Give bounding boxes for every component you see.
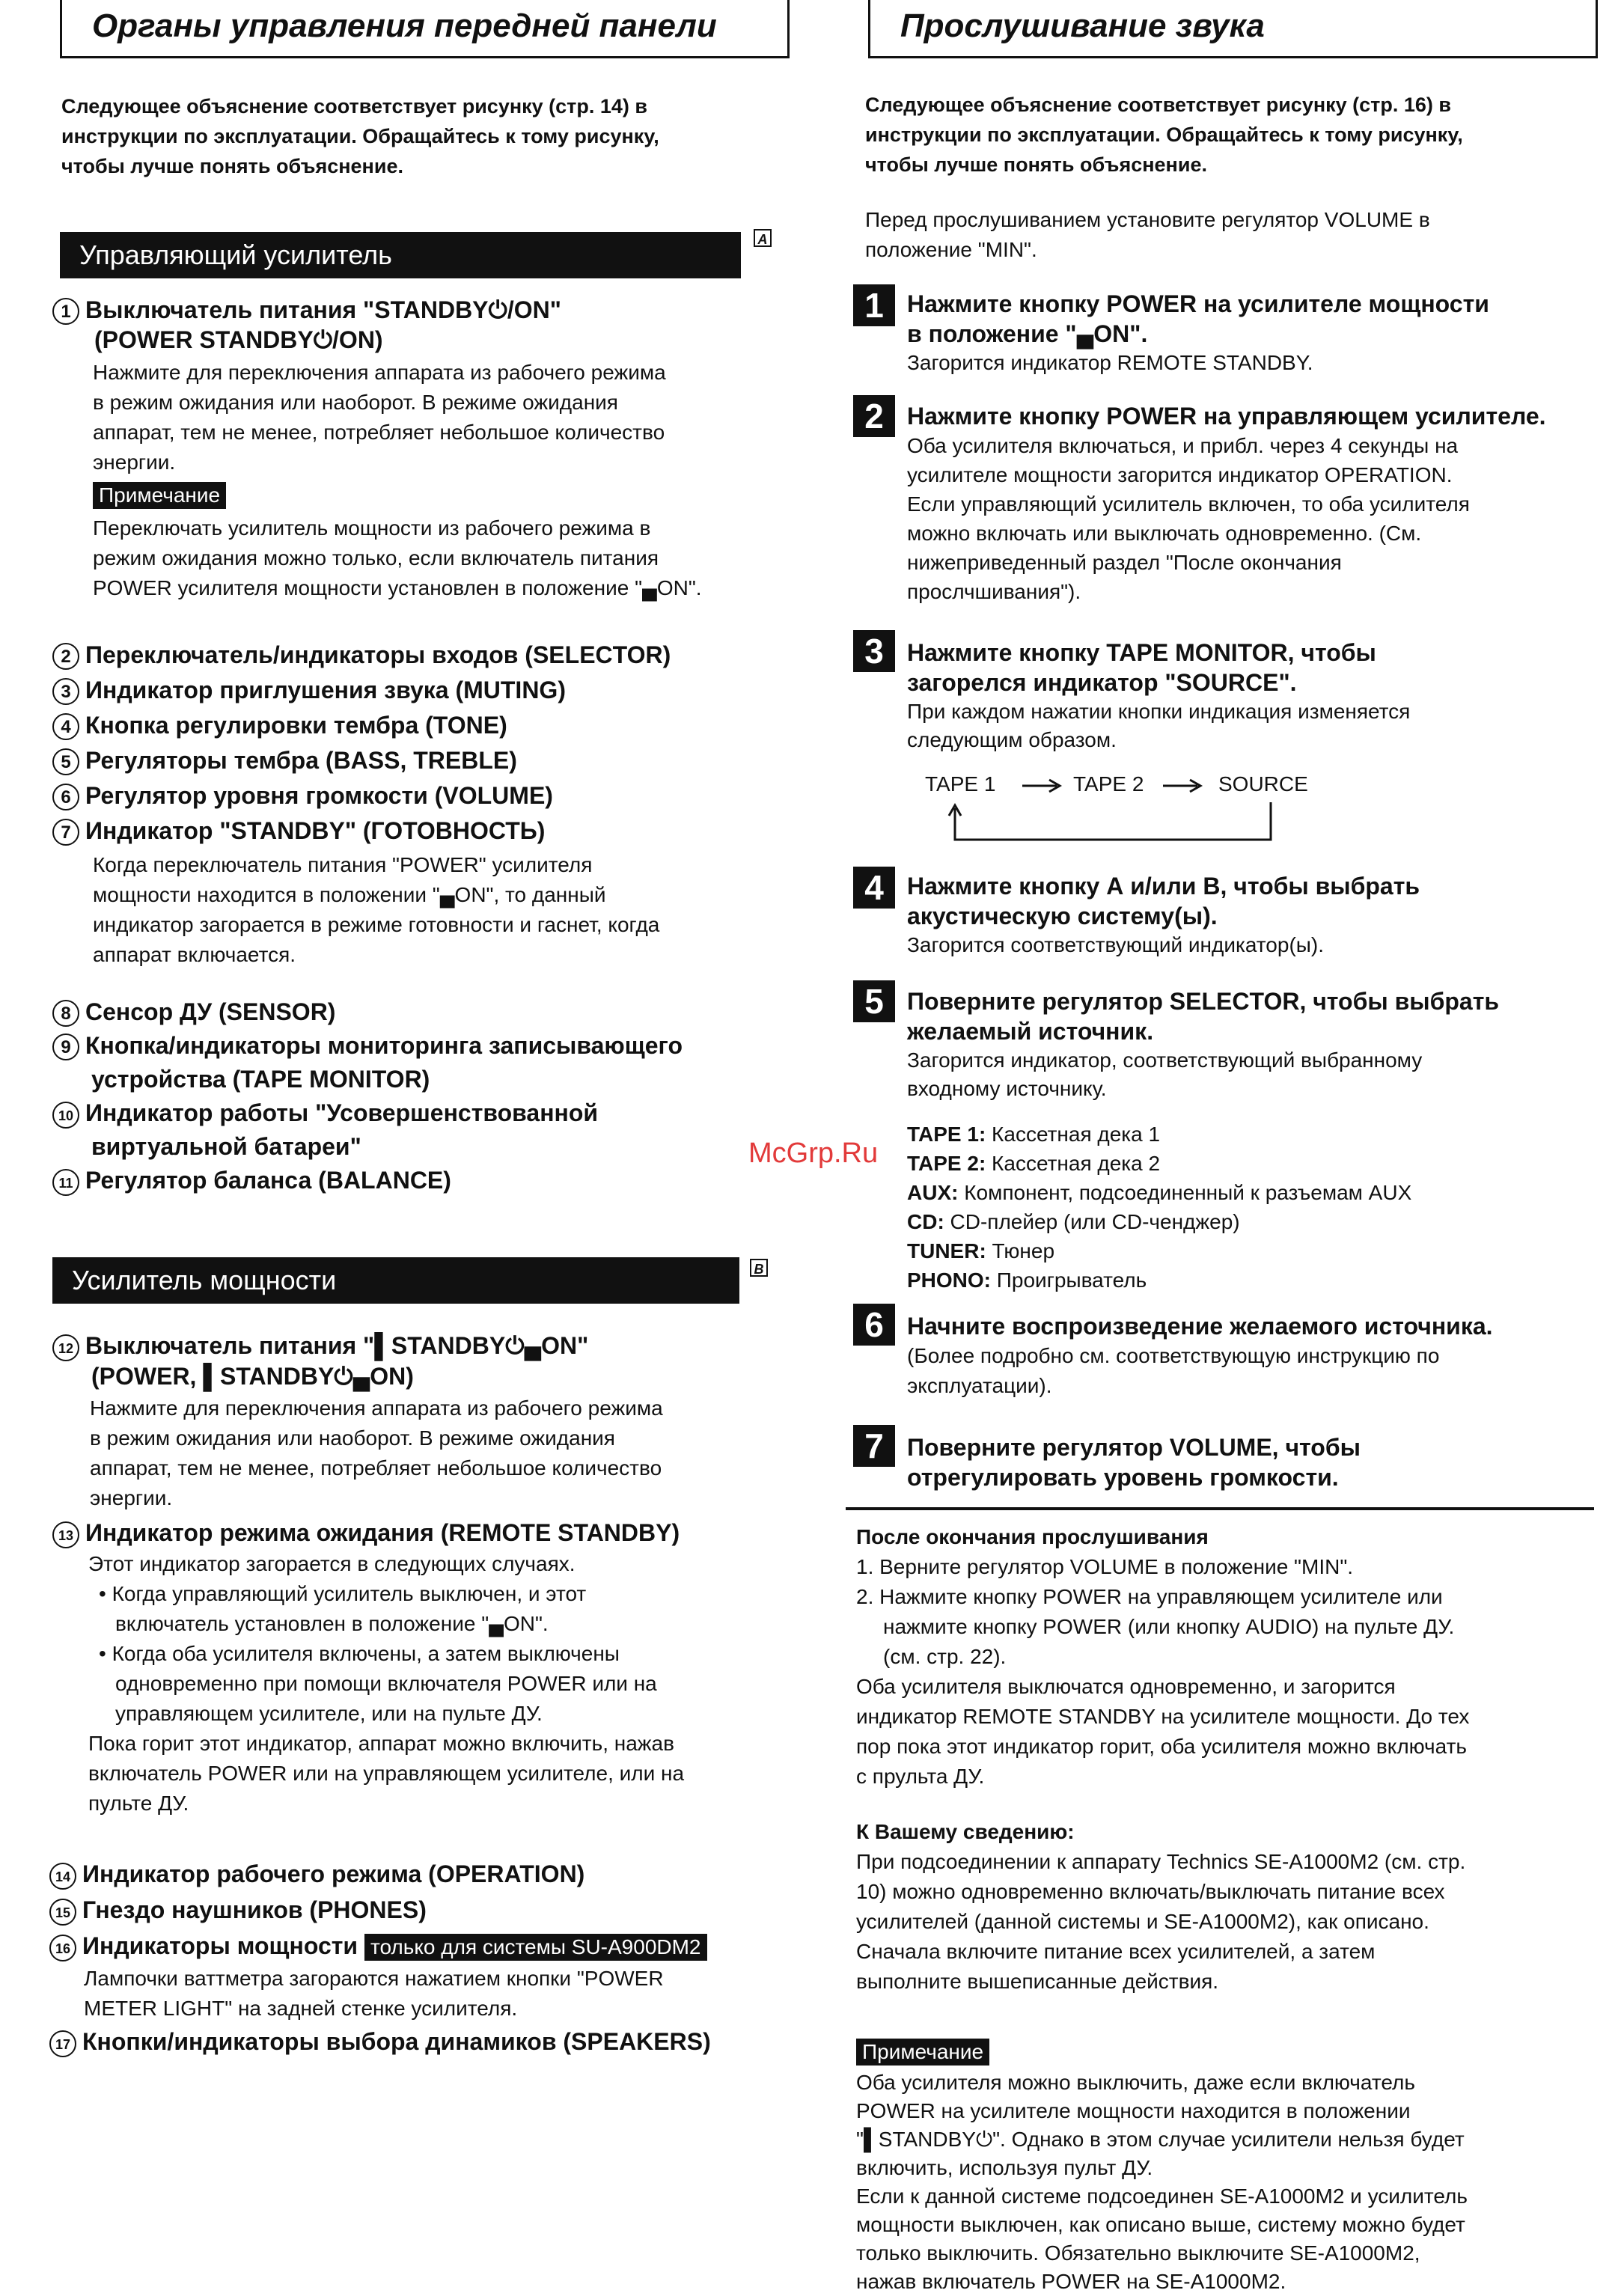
step-5-marker: 5: [853, 980, 895, 1022]
item-7-heading: 7 Индикатор "STANDBY" (ГОТОВНОСТЬ): [52, 813, 801, 849]
section-title-front-panel: Органы управления передней панели: [60, 0, 790, 58]
source-tape2: TAPE 2: Кассетная дека 2: [907, 1152, 1161, 1175]
item-15-heading: 15 Гнездо наушников (PHONES): [49, 1892, 805, 1928]
item-10-heading: 10 Индикатор работы "Усовершенствованной: [52, 1096, 801, 1130]
step-1-marker: 1: [853, 284, 895, 326]
item-17-heading: 17 Кнопки/индикаторы выбора динамиков (SPEAKERS): [49, 2027, 805, 2057]
step-1: Нажмите кнопку POWER на усилителе мощности в положение "▄ON". Загорится индикатор REMOTE STANDBY.: [907, 290, 1489, 374]
item-16-heading: 16 Индикаторы мощности только для системы SU-A900DM2: [49, 1928, 805, 1964]
item-8-heading: 8 Сенсор ДУ (SENSOR): [52, 995, 801, 1029]
step-2-marker: 2: [853, 395, 895, 437]
item-14-heading: 14 Индикатор рабочего режима (OPERATION): [49, 1856, 805, 1892]
item-1-body: Нажмите для переключения аппарата из рабочего режима в режим ожидания или наоборот. В режиме ожидания аппарат, тем не менее, потребляет небольшое количество энергии. Примечание Переключать усилитель мощности из рабочего режима в режим ожидания можно только, если включатель питания POWER усилителя мощности установлен в положение "▄ON".: [93, 361, 702, 599]
system-only-tag: только для системы SU-A900DM2: [364, 1934, 707, 1961]
item-3-heading: 3 Индикатор приглушения звука (MUTING): [52, 673, 801, 708]
item-16-body: Лампочки ваттметра загораются нажатием кнопки "POWER METER LIGHT" на задней стенке усилителя.: [84, 1967, 664, 2020]
source-tape1: TAPE 1: Кассетная дека 1: [907, 1123, 1161, 1146]
item-4-heading: 4 Кнопка регулировки тембра (TONE): [52, 708, 801, 743]
step-5: Поверните регулятор SELECTOR, чтобы выбрать желаемый источник. Загорится индикатор, соответствующий выбранному входному источнику. TAPE 1: Кассетная дека 1 TAPE 2: Кассетная дека 2 AUX: Компонент, подсоединенный к разъемам AUX CD: CD-плейер (или CD-ченджер) TUNER: Тюнер PHONO: Проигрыватель: [907, 986, 1603, 1295]
watermark: McGrp.Ru: [748, 1138, 879, 1169]
intro-text: Следующее объяснение соответствует рисунку (стр. 16) в инструкции по эксплуатации. Обращайтесь к тому рисунку, чтобы лучше понять объяснение.: [865, 94, 1463, 176]
step-4-marker: 4: [853, 867, 895, 909]
step-3-marker: 3: [853, 630, 895, 672]
item-11-heading: 11 Регулятор баланса (BALANCE): [52, 1164, 801, 1197]
section-title-listening: Прослушивание звука: [868, 0, 1598, 58]
item-12-body: Нажмите для переключения аппарата из рабочего режима в режим ожидания или наоборот. В режиме ожидания аппарат, тем не менее, потребляет небольшое количество энергии.: [90, 1396, 663, 1509]
step-4: Нажмите кнопку А и/или В, чтобы выбрать акустическую систему(ы). Загорится соответствующий индикатор(ы).: [907, 873, 1420, 956]
step-6: Начните воспроизведение желаемого источника. (Более подробно см. соответствующую инструкцию по эксплуатации).: [907, 1313, 1493, 1397]
item-13-body: Этот индикатор загорается в следующих случаях. • Когда управляющий усилитель выключен, и этот включатель установлен в положение "▄ON". • Когда оба усилителя включены, а затем выключены одновременно при помощи включателя POWER или на управляющем усилителе, или на пульте ДУ. Пока горит этот индикатор, аппарат можно включить, нажав включатель POWER или на управляющем усилителе, или на пульте ДУ.: [88, 1552, 685, 1815]
step-6-marker: 6: [853, 1304, 895, 1346]
figure-mark-a: A: [754, 229, 772, 247]
item-2-heading: 2 Переключатель/индикаторы входов (SELECTOR): [52, 638, 801, 673]
item-12-heading: 12 Выключатель питания "▌STANDBY⏻▄ON" (POWER, ▌STANDBY⏻▄ON): [52, 1331, 801, 1391]
after-listening-section: После окончания прослушивания 1. Верните регулятор VOLUME в положение "MIN". 2. Нажмите кнопку POWER на управляющем усилителе или нажмите кнопку POWER (или кнопку AUDIO) на пульте ДУ. (см. стр. 22). Оба усилителя выключатся одновременно, и загорится индикатор REMOTE STANDBY на усилителе мощности. До тех пор пока этот индикатор горит, оба усилителя можно включать с прульта ДУ.: [856, 1525, 1470, 1788]
item-6-heading: 6 Регулятор уровня громкости (VOLUME): [52, 778, 801, 813]
note-section: Примечание Оба усилителя можно выключить, даже если включатель POWER на усилителе мощности находится в положении "▌STANDBY⏻". Однако в этом случае усилители нельзя будет включить, используя пульт ДУ. Если к данной системе подсоединен SE-A1000M2 и усилитель мощности выключен, как описано выше, систему можно будет только выключить. Обязательно выключите SE-A1000M2, нажав включатель POWER на SE-A1000M2.: [856, 2040, 1468, 2293]
item-9-heading: 9 Кнопка/индикаторы мониторинга записывающего: [52, 1029, 801, 1063]
items-8-11: 8 Сенсор ДУ (SENSOR) 9 Кнопка/индикаторы мониторинга записывающего устройства (TAPE MONITOR) 10 Индикатор работы "Усовершенствованной виртуальной батареи" 11 Регулятор баланса (BALANCE): [52, 995, 801, 1197]
source-phono: PHONO: Проигрыватель: [907, 1268, 1147, 1292]
items-2-7: [52, 638, 801, 849]
source-cd: CD: CD-плейер (или CD-ченджер): [907, 1210, 1240, 1233]
item-1-heading: 1 Выключатель питания "STANDBY⏻/ON" (POWER STANDBY⏻/ON): [52, 295, 801, 355]
tape-monitor-flow-diagram: TAPE 1 TAPE 2 SOURCE: [925, 769, 1374, 844]
step-7: Поверните регулятор VOLUME, чтобы отрегулировать уровень громкости.: [907, 1434, 1361, 1491]
flow-arrows: [925, 769, 1374, 844]
figure-mark-b: B: [750, 1259, 768, 1277]
note-tag: Примечание: [856, 2039, 989, 2066]
source-aux: AUX: Компонент, подсоединенный к разъемам AUX: [907, 1181, 1412, 1204]
note-tag: Примечание: [93, 482, 226, 509]
item-5-heading: 5 Регуляторы тембра (BASS, TREBLE): [52, 743, 801, 778]
step-7-marker: 7: [853, 1425, 895, 1467]
step-3: Нажмите кнопку TAPE MONITOR, чтобы загорелся индикатор "SOURCE". При каждом нажатии кнопки индикация изменяется следующим образом.: [907, 639, 1411, 751]
items-14-17: [49, 1856, 805, 1964]
divider: [846, 1507, 1594, 1510]
pre-listening-text: Перед прослушиванием установите регулятор VOLUME в положение "MIN".: [865, 208, 1430, 261]
item-13-heading: 13 Индикатор режима ожидания (REMOTE STANDBY): [52, 1518, 801, 1548]
subsection-bar-control-amp: Управляющий усилитель: [60, 232, 741, 278]
for-your-info-section: К Вашему сведению: При подсоединении к аппарату Technics SE-A1000M2 (см. стр. 10) можно одновременно включать/выключать питание всех усилителей (данной системы и SE-A1000M2), как описано. Сначала включите питание всех усилителей, а затем выполните вышеписанные действия.: [856, 1820, 1466, 1993]
item-number: 1: [52, 298, 79, 325]
intro-text: Следующее объяснение соответствует рисунку (стр. 14) в инструкции по эксплуатации. Обращайтесь к тому рисунку, чтобы лучше понять объяснение.: [61, 95, 659, 177]
source-tuner: TUNER: Тюнер: [907, 1239, 1055, 1263]
subsection-bar-power-amp: Усилитель мощности: [52, 1257, 739, 1304]
step-2: Нажмите кнопку POWER на управляющем усилителе. Оба усилителя включаться, и прибл. через 4 секунды на усилителе мощности загорится индикатор OPERATION. Если управляющий усилитель включен, то оба усилителя можно включать или выключать одновременно. (См. нижеприведенный раздел "После окончания прослчшивания").: [907, 403, 1546, 603]
item-7-body: Когда переключатель питания "POWER" усилителя мощности находится в положении "▄ON", то данный индикатор загорается в режиме готовности и гаснет, когда аппарат включается.: [93, 853, 660, 966]
